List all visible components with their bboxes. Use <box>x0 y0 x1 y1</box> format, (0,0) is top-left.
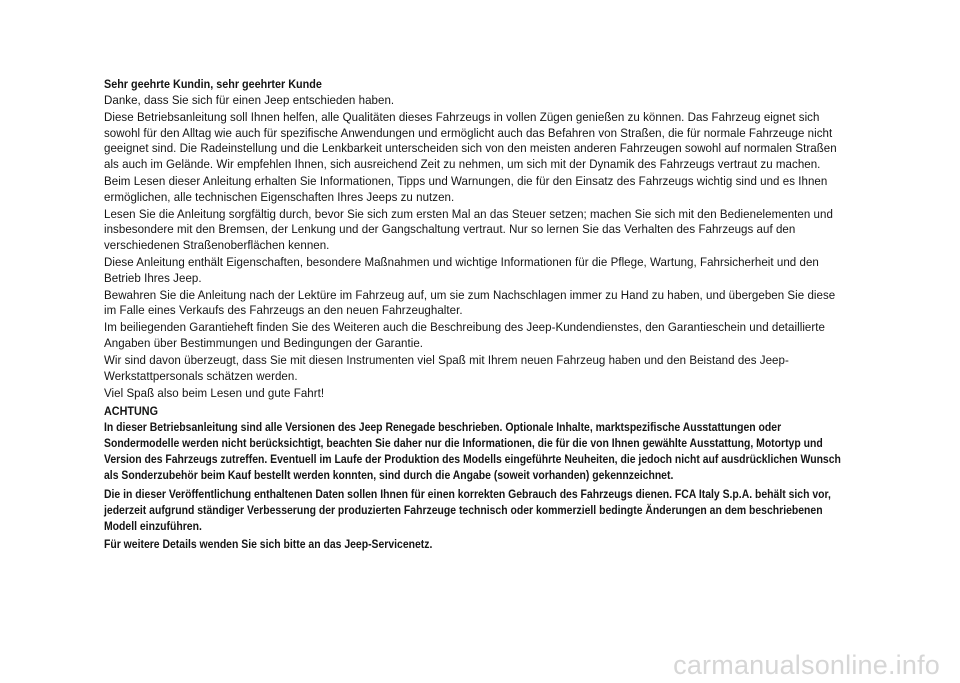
paragraph-thanks: Danke, dass Sie sich für einen Jeep entschieden haben. <box>104 93 395 107</box>
greeting-heading: Sehr geehrte Kundin, sehr geehrter Kunde <box>104 77 322 91</box>
warning-paragraph-data: Die in dieser Veröffentlichung enthaltenen Daten sollen Ihnen für einen korrekten Gebrauch des Fahrzeugs dienen. FCA Italy S.p.A. behält sich vor, jederzeit aufgrund ständiger Verbesserung der produzierten Fahrzeuge technisch oder kommerziell bedingte Änderungen an dem beschriebenen Modell einzuführen. <box>104 486 831 533</box>
paragraph-contents: Diese Anleitung enthält Eigenschaften, besondere Maßnahmen und wichtige Informationen für die Pflege, Wartung, Fahrsicherheit und den Betrieb Ihres Jeep. <box>104 254 819 285</box>
paragraph-closing: Viel Spaß also beim Lesen und gute Fahrt! <box>104 385 325 400</box>
warning-paragraph-service: Für weitere Details wenden Sie sich bitte an das Jeep-Servicenetz. <box>104 537 433 552</box>
manual-page-text <box>104 76 848 554</box>
warning-title: ACHTUNG <box>104 403 158 418</box>
watermark: carmanualsonline.info <box>673 650 940 680</box>
paragraph-read-carefully: Lesen Sie die Anleitung sorgfältig durch, bevor Sie sich zum ersten Mal an das Steuer setzen; machen Sie sich mit den Bedienelementen und insbesondere mit den Bremsen, der Lenkung und der Gangschaltung vertraut. Nur so lernen Sie das Verhalten des Fahrzeugs auf den verschiedenen Straßenoberflächen kennen. <box>104 206 833 252</box>
paragraph-enjoy: Wir sind davon überzeugt, dass Sie mit diesen Instrumenten viel Spaß mit Ihrem neuen Fahrzeug haben und den Beistand des Jeep-Werkstattpersonals schätzen werden. <box>104 353 789 383</box>
paragraph-reading: Beim Lesen dieser Anleitung erhalten Sie Informationen, Tipps und Warnungen, die für den Einsatz des Fahrzeugs wichtig sind und es Ihnen ermöglichen, alle technischen Eigenschaften Ihres Jeeps zu nutzen. <box>104 173 828 204</box>
paragraph-purpose: Diese Betriebsanleitung soll Ihnen helfen, alle Qualitäten dieses Fahrzeugs in vollen Zügen genießen zu können. Das Fahrzeug eignet sich sowohl für den Alltag wie auch für spezifische Anwendungen und ermöglicht auch das Befahren von Straßen, die für normale Fahrzeuge nicht geeignet sind. Die Radeinstellung und die Lenkbarkeit unterscheiden sich von den meisten anderen Fahrzeugen sowohl auf normalen Straßen als auch im Gelände. Wir empfehlen Ihnen, sich ausreichend Zeit zu nehmen, um sich mit der Dynamik des Fahrzeugs vertraut zu machen. <box>104 110 837 171</box>
warning-paragraph-versions: In dieser Betriebsanleitung sind alle Versionen des Jeep Renegade beschrieben. Optionale Inhalte, marktspezifische Ausstattungen oder Sondermodelle werden nicht berücksichtigt, beachten Sie daher nur die Informationen, die für die von Ihnen gewählte Ausstattung, Motortyp und Version des Fahrzeugs zutreffen. Eventuell im Laufe der Produktion des Modells eingeführte Neuheiten, die jedoch nicht auf ausdrücklichen Wunsch als Sonderzubehör beim Kauf bestellt werden konnten, sind durch die Angabe (soweit vorhanden) gekennzeichnet. <box>104 419 841 483</box>
paragraph-warranty: Im beiliegenden Garantieheft finden Sie des Weiteren auch die Beschreibung des Jeep-Kundendienstes, den Garantieschein und detaillierte Angaben über Bestimmungen und Bedingungen der Garantie. <box>104 320 825 350</box>
paragraph-keep-manual: Bewahren Sie die Anleitung nach der Lektüre im Fahrzeug auf, um sie zum Nachschlagen immer zu Hand zu haben, und übergeben Sie diese im Falle eines Verkaufs des Fahrzeugs an den neuen Fahrzeughalter. <box>104 287 836 318</box>
